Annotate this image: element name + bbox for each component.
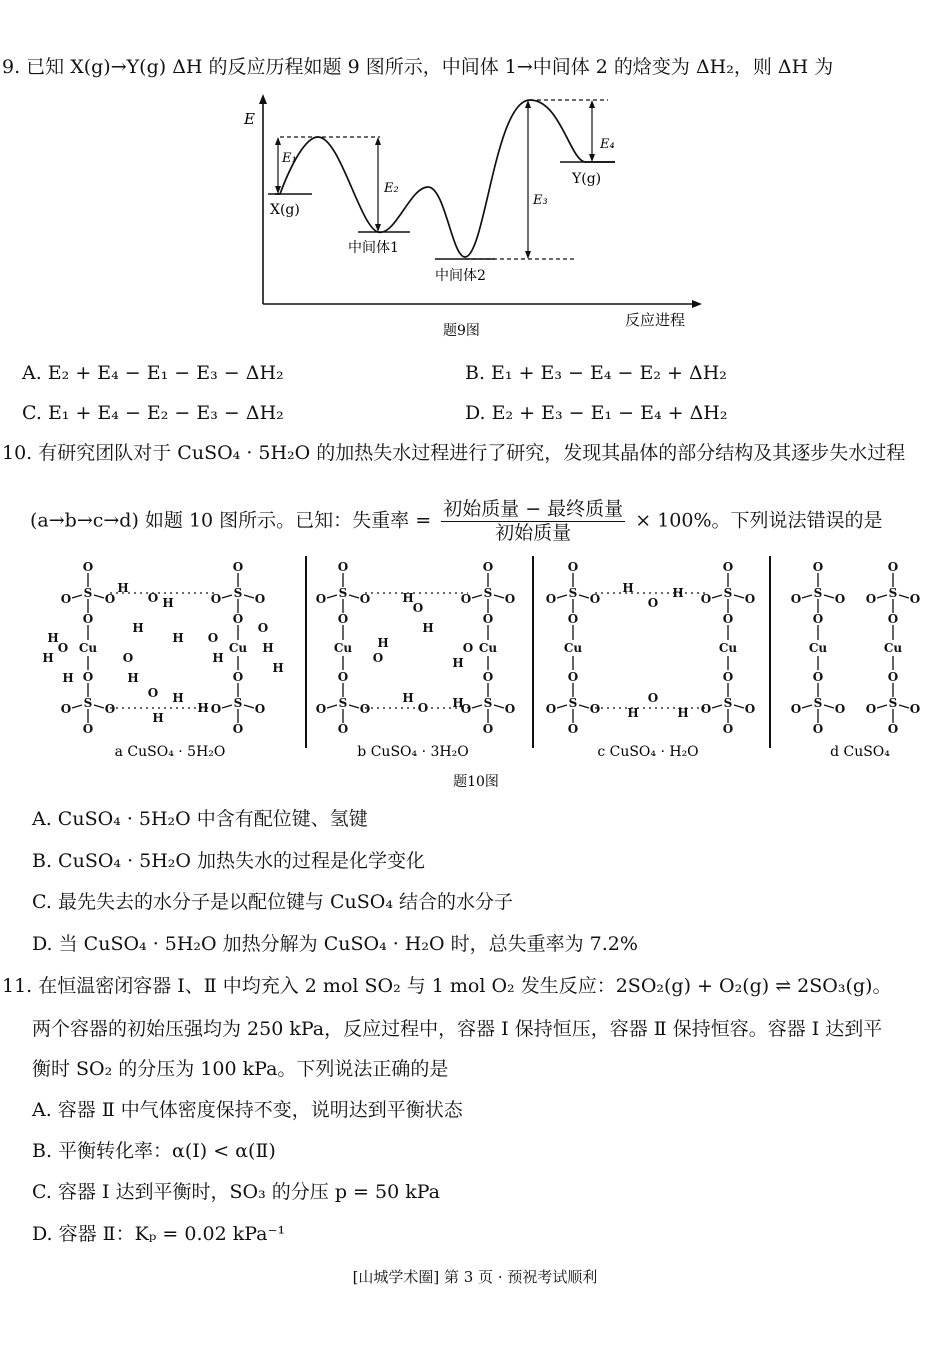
sulfur-atom: S [723,586,733,600]
sulfur-atom: S [338,696,348,710]
e1-label: E₁ [282,151,297,166]
oxygen-atom: O [812,722,824,736]
oxygen-atom: O [834,702,846,716]
oxygen-atom: O [315,702,327,716]
sulfur-atom: S [233,586,243,600]
oxygen-atom: O [504,702,516,716]
hydrogen-atom: H [47,631,59,645]
sulfur-atom: S [483,586,493,600]
oxygen-atom: O [82,722,94,736]
water-oxygen-atom: O [647,691,659,705]
q10-option-a: A. CuSO₄ · 5H₂O 中含有配位键、氢键 [32,808,368,830]
q11-stem-line1: 11. 在恒温密闭容器 Ⅰ、Ⅱ 中均充入 2 mol SO₂ 与 1 mol O₂ 发生反应：2SO₂(g) + O₂(g) ⇌ 2SO₃(g)。 [2,975,892,997]
q11-option-a: A. 容器 Ⅱ 中气体密度保持不变，说明达到平衡状态 [32,1099,463,1121]
structure-atoms [42,560,920,736]
oxygen-atom: O [790,702,802,716]
oxygen-atom: O [887,722,899,736]
oxygen-atom: O [337,612,349,626]
copper-atom: Cu [718,641,738,655]
copper-atom: Cu [478,641,498,655]
oxygen-atom: O [700,592,712,606]
oxygen-atom: O [790,592,802,606]
e4-label: E₄ [600,137,615,152]
water-oxygen-atom: O [372,651,384,665]
oxygen-atom: O [722,670,734,684]
oxygen-atom: O [812,612,824,626]
q11-option-d: D. 容器 Ⅱ：Kₚ = 0.02 kPa⁻¹ [32,1223,286,1245]
copper-atom: Cu [563,641,583,655]
page-footer: [山城学术圈] 第 3 页 · 预祝考试顺利 [352,1268,598,1286]
oxygen-atom: O [589,592,601,606]
q9-figure-caption: 题9图 [443,323,480,339]
oxygen-atom: O [82,560,94,574]
x-g-label: X(g) [270,202,300,218]
oxygen-atom: O [722,560,734,574]
intermediate2-label: 中间体2 [435,268,486,284]
hydrogen-atom: H [127,671,139,685]
oxygen-atom: O [545,592,557,606]
y-axis-label: E [244,110,255,128]
oxygen-atom: O [337,670,349,684]
hydrogen-atom: H [402,691,414,705]
oxygen-atom: O [482,670,494,684]
hydrogen-atom: H [452,696,464,710]
q9-option-a: A. E₂ + E₄ − E₁ − E₃ − ΔH₂ [22,362,284,384]
copper-atom: Cu [78,641,98,655]
q9-option-b: B. E₁ + E₃ − E₄ − E₂ + ΔH₂ [465,362,727,384]
oxygen-atom: O [315,592,327,606]
q10-stem-pre: (a→b→c→d) 如题 10 图所示。已知：失重率 = [30,509,432,532]
water-oxygen-atom: O [147,591,159,605]
y-g-label: Y(g) [572,171,602,187]
sulfur-atom: S [483,696,493,710]
q9-option-d: D. E₂ + E₃ − E₁ − E₄ + ΔH₂ [465,402,728,424]
oxygen-atom: O [460,592,472,606]
q10-structure-figure [28,548,921,798]
oxygen-atom: O [834,592,846,606]
oxygen-atom: O [104,702,116,716]
hydrogen-atom: H [162,596,174,610]
hydrogen-atom: H [672,586,684,600]
water-oxygen-atom: O [207,631,219,645]
hydrogen-atom: H [622,581,634,595]
hydrogen-atom: H [152,711,164,725]
panel-a-label: a CuSO₄ · 5H₂O [114,744,226,760]
e3-label: E₃ [533,193,548,208]
copper-atom: Cu [333,641,353,655]
hydrogen-atom: H [42,651,54,665]
oxygen-atom: O [865,702,877,716]
oxygen-atom: O [60,592,72,606]
oxygen-atom: O [887,612,899,626]
oxygen-atom: O [887,560,899,574]
hydrogen-atom: H [197,701,209,715]
sulfur-atom: S [888,586,898,600]
hydrogen-atom: H [377,636,389,650]
sulfur-atom: S [338,586,348,600]
oxygen-atom: O [567,722,579,736]
e2-label: E₂ [384,181,399,196]
oxygen-atom: O [210,592,222,606]
copper-atom: Cu [883,641,903,655]
oxygen-atom: O [722,612,734,626]
hydrogen-atom: H [132,621,144,635]
q11-option-b: B. 平衡转化率：α(Ⅰ) < α(Ⅱ) [32,1140,276,1162]
oxygen-atom: O [82,612,94,626]
oxygen-atom: O [337,722,349,736]
q10-stem-line1: 10. 有研究团队对于 CuSO₄ · 5H₂O 的加热失水过程进行了研究，发现其晶体的部分结构及其逐步失水过程 [2,442,906,464]
sulfur-atom: S [723,696,733,710]
q10-stem-post: × 100%。下列说法错误的是 [635,509,883,532]
water-oxygen-atom: O [122,651,134,665]
water-oxygen-atom: O [257,621,269,635]
water-oxygen-atom: O [417,701,429,715]
oxygen-atom: O [337,560,349,574]
q11-stem-line2: 两个容器的初始压强均为 250 kPa，反应过程中，容器 Ⅰ 保持恒压，容器 Ⅱ 保持恒容。容器 Ⅰ 达到平 [32,1018,883,1040]
hydrogen-atom: H [677,706,689,720]
oxygen-atom: O [812,560,824,574]
oxygen-atom: O [589,702,601,716]
q9-option-c: C. E₁ + E₄ − E₂ − E₃ − ΔH₂ [22,402,284,424]
oxygen-atom: O [359,592,371,606]
sulfur-atom: S [813,696,823,710]
sulfur-atom: S [83,696,93,710]
oxygen-atom: O [909,592,921,606]
oxygen-atom: O [744,592,756,606]
oxygen-atom: O [482,560,494,574]
intermediate1-label: 中间体1 [348,240,399,256]
fraction-denominator: 初始质量 [495,521,572,544]
sulfur-atom: S [233,696,243,710]
water-oxygen-atom: O [147,686,159,700]
sulfur-atom: S [83,586,93,600]
oxygen-atom: O [744,702,756,716]
hydrogen-atom: H [212,651,224,665]
weight-loss-fraction [441,498,625,545]
hydrogen-atom: H [402,591,414,605]
oxygen-atom: O [82,670,94,684]
panel-c-label: c CuSO₄ · H₂O [597,744,699,760]
copper-atom: Cu [228,641,248,655]
oxygen-atom: O [567,560,579,574]
oxygen-atom: O [482,612,494,626]
oxygen-atom: O [254,592,266,606]
x-axis-label: 反应进程 [625,311,686,329]
oxygen-atom: O [812,670,824,684]
oxygen-atom: O [700,702,712,716]
oxygen-atom: O [232,722,244,736]
water-oxygen-atom: O [412,601,424,615]
oxygen-atom: O [887,670,899,684]
copper-atom: Cu [808,641,828,655]
oxygen-atom: O [359,702,371,716]
hydrogen-atom: H [262,641,274,655]
panel-d-label: d CuSO₄ [830,744,890,760]
q10-option-c: C. 最先失去的水分子是以配位键与 CuSO₄ 结合的水分子 [32,891,514,913]
oxygen-atom: O [909,702,921,716]
q10-figure-caption: 题10图 [453,774,499,790]
q11-stem-line3: 衡时 SO₂ 的分压为 100 kPa。下列说法正确的是 [32,1058,449,1080]
q10-option-b: B. CuSO₄ · 5H₂O 加热失水的过程是化学变化 [32,850,426,872]
hydrogen-atom: H [172,631,184,645]
hydrogen-atom: H [117,581,129,595]
oxygen-atom: O [482,722,494,736]
oxygen-atom: O [545,702,557,716]
fraction-numerator: 初始质量 − 最终质量 [443,498,624,520]
hydrogen-atom: H [62,671,74,685]
oxygen-atom: O [232,670,244,684]
water-oxygen-atom: O [57,641,69,655]
sulfur-atom: S [813,586,823,600]
oxygen-atom: O [567,670,579,684]
hydrogen-atom: H [272,661,284,675]
hydrogen-atom: H [627,706,639,720]
oxygen-atom: O [460,702,472,716]
q10-option-d: D. 当 CuSO₄ · 5H₂O 加热分解为 CuSO₄ · H₂O 时，总失重率为 7.2% [32,933,638,955]
oxygen-atom: O [60,702,72,716]
oxygen-atom: O [865,592,877,606]
water-oxygen-atom: O [462,641,474,655]
oxygen-atom: O [104,592,116,606]
q10-stem-line2 [30,498,883,545]
oxygen-atom: O [232,560,244,574]
oxygen-atom: O [567,612,579,626]
hydrogen-atom: H [422,621,434,635]
oxygen-atom: O [254,702,266,716]
hydrogen-atom: H [452,656,464,670]
sulfur-atom: S [568,696,578,710]
oxygen-atom: O [210,702,222,716]
oxygen-atom: O [722,722,734,736]
q9-stem: 9. 已知 X(g)→Y(g) ΔH 的反应历程如题 9 图所示，中间体 1→中间体 2 的焓变为 ΔH₂，则 ΔH 为 [2,56,834,78]
panel-b-label: b CuSO₄ · 3H₂O [357,744,469,760]
sulfur-atom: S [568,586,578,600]
oxygen-atom: O [504,592,516,606]
hydrogen-atom: H [172,691,184,705]
water-oxygen-atom: O [647,596,659,610]
q9-energy-diagram [230,92,710,352]
q11-option-c: C. 容器 Ⅰ 达到平衡时，SO₃ 的分压 p = 50 kPa [32,1181,440,1203]
oxygen-atom: O [232,612,244,626]
sulfur-atom: S [888,696,898,710]
